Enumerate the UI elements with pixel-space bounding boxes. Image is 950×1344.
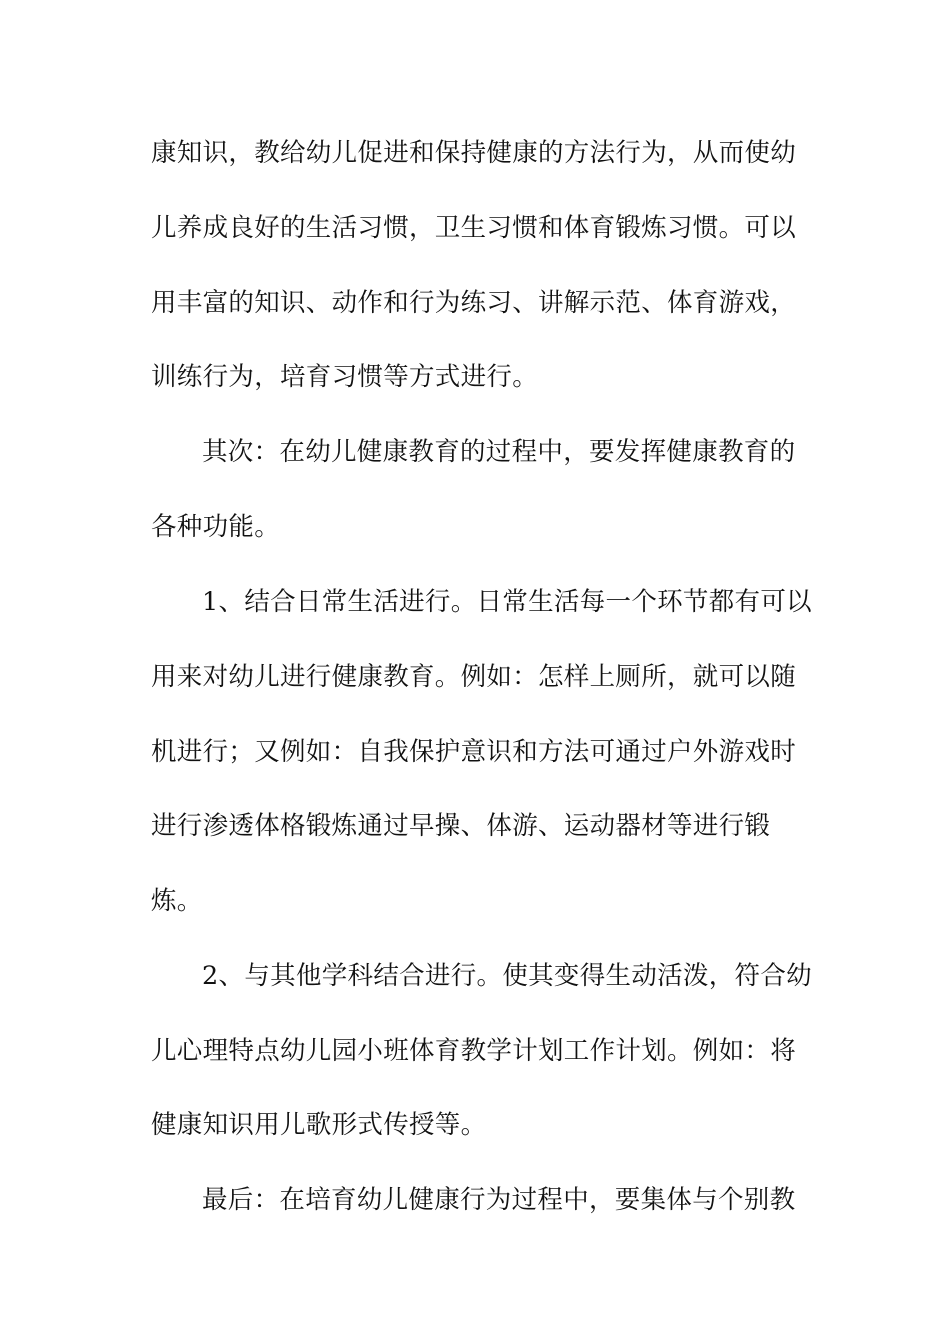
text-line: 训练行为，培育习惯等方式进行。 (151, 362, 539, 392)
text-line: 进行渗透体格锻炼通过早操、体游、运动器材等进行锻 (151, 811, 771, 841)
text-line: 用来对幼儿进行健康教育。例如：怎样上厕所，就可以随 (151, 662, 797, 692)
paragraph-start: 其次：在幼儿健康教育的过程中，要发挥健康教育的 (202, 437, 796, 467)
text-line: 炼。 (151, 886, 203, 916)
text-line: 各种功能。 (151, 512, 281, 542)
paragraph-start: 2、与其他学科结合进行。使其变得生动活泼，符合幼 (202, 961, 812, 991)
text-line: 用丰富的知识、动作和行为练习、讲解示范、体育游戏， (151, 288, 797, 318)
text-line: 儿心理特点幼儿园小班体育教学计划工作计划。例如：将 (151, 1036, 797, 1066)
paragraph-start: 1、结合日常生活进行。日常生活每一个环节都有可以 (202, 587, 812, 617)
text-line: 健康知识用儿歌形式传授等。 (151, 1110, 487, 1140)
text-line: 儿养成良好的生活习惯，卫生习惯和体育锻炼习惯。可以 (151, 213, 797, 243)
text-line: 机进行；又例如：自我保护意识和方法可通过户外游戏时 (151, 737, 797, 767)
paragraph-start: 最后：在培育幼儿健康行为过程中，要集体与个别教 (202, 1185, 796, 1215)
text-line: 康知识，教给幼儿促进和保持健康的方法行为，从而使幼 (151, 138, 797, 168)
